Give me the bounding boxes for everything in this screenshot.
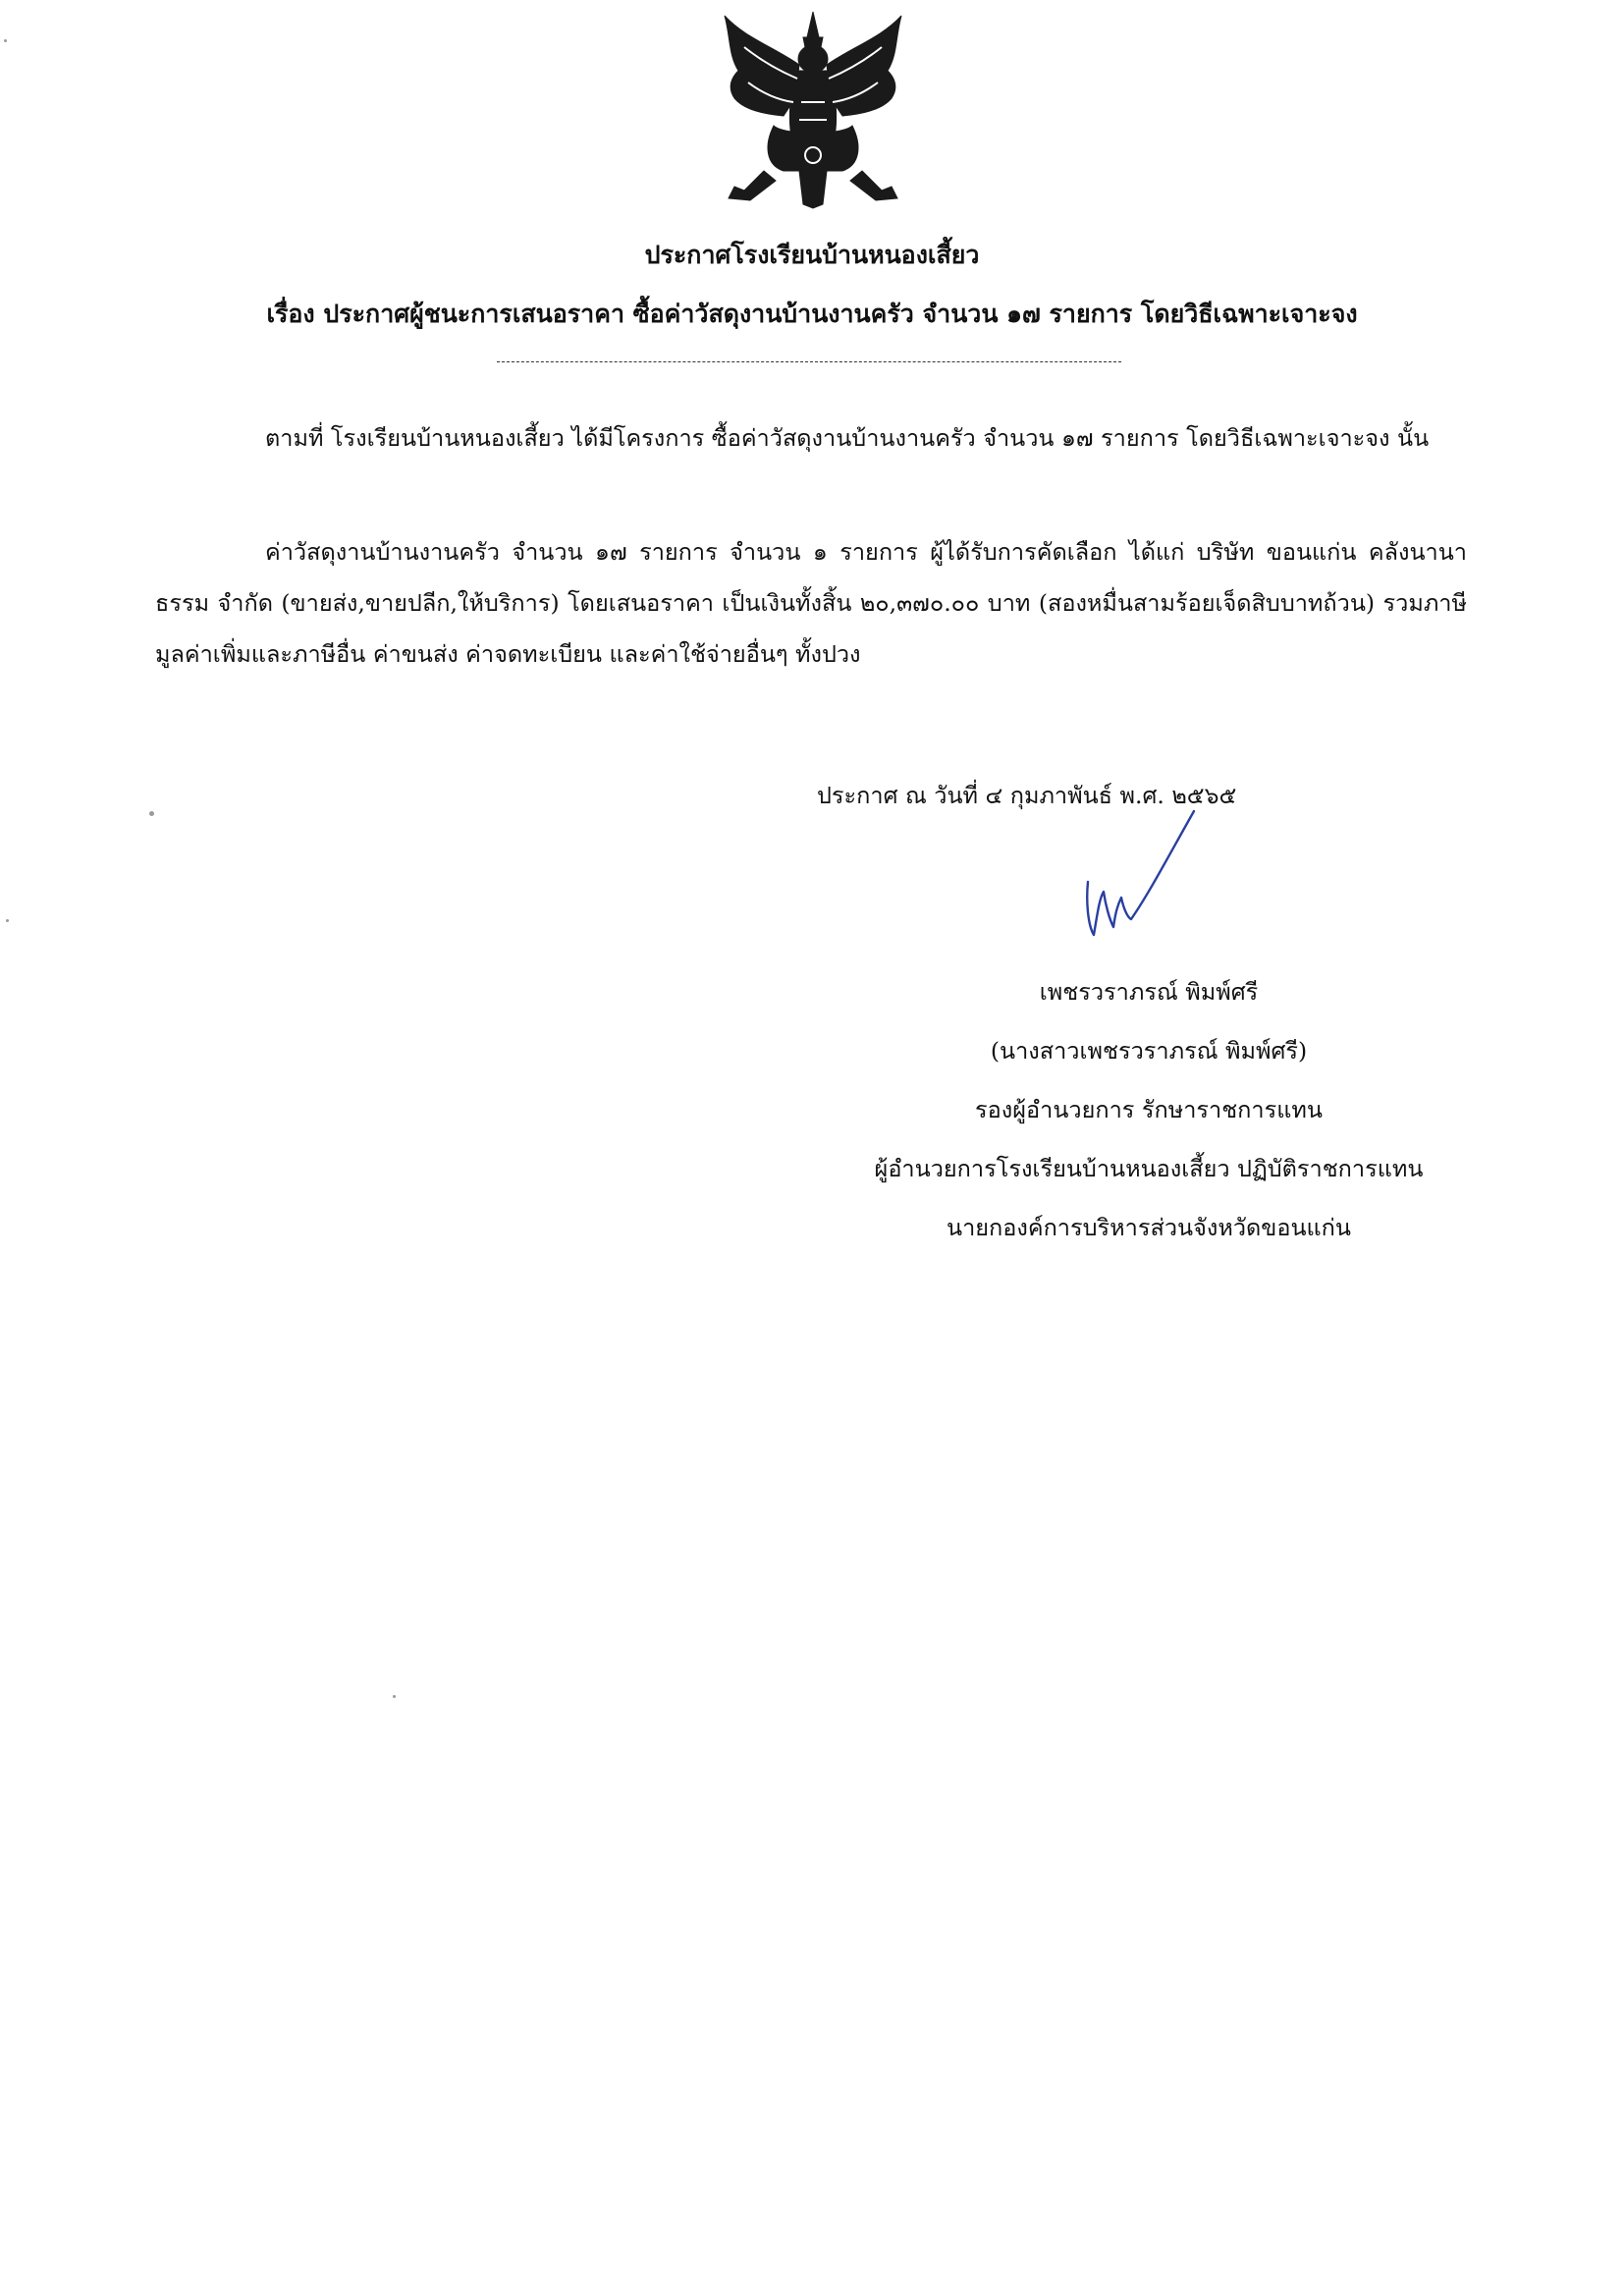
signer-position-1: รองผู้อำนวยการ รักษาราชการแทน — [975, 1096, 1323, 1123]
header-divider — [497, 361, 1121, 362]
scan-speck — [393, 1695, 396, 1698]
announcement-subject: เรื่อง ประกาศผู้ชนะการเสนอราคา ซื้อค่าวัสดุงานบ้านงานครัว จำนวน ๑๗ รายการ โดยวิธีเฉพาะเจาะจง — [266, 300, 1358, 328]
announcement-date: ประกาศ ณ วันที่ ๔ กุมภาพันธ์ พ.ศ. ๒๕๖๕ — [817, 782, 1237, 809]
scan-speck — [4, 39, 7, 42]
paragraph-2-text: ค่าวัสดุงานบ้านงานครัว จำนวน ๑๗ รายการ จำนวน ๑ รายการ ผู้ได้รับการคัดเลือก ได้แก่ บริษัท ขอนแก่น คลังนานาธรรม จำกัด (ขายส่ง,ขายปลีก,ให้บริการ) โดยเสนอราคา เป็นเงินทั้งสิ้น ๒๐,๓๗๐.๐๐ บาท (สองหมื่นสามร้อยเจ็ดสิบบาทถ้วน) รวมภาษีมูลค่าเพิ่มและภาษีอื่น ค่าขนส่ง ค่าจดทะเบียน และค่าใช้จ่ายอื่นๆ ทั้งปวง — [155, 538, 1467, 668]
full-name: (นางสาวเพชรวราภรณ์ พิมพ์ศรี) — [990, 1037, 1308, 1065]
body-paragraph-2 — [155, 526, 1467, 680]
signer-position-3: นายกองค์การบริหารส่วนจังหวัดขอนแก่น — [947, 1214, 1351, 1241]
signature-block — [805, 962, 1492, 1257]
garuda-emblem-icon — [705, 8, 921, 209]
handwritten-signature-icon — [1072, 803, 1200, 951]
announcement-title: ประกาศโรงเรียนบ้านหนองเสี้ยว — [644, 241, 980, 269]
scan-speck — [149, 811, 154, 816]
body-paragraph-1 — [155, 412, 1467, 464]
paragraph-1-text: ตามที่ โรงเรียนบ้านหนองเสี้ยว ได้มีโครงการ ซื้อค่าวัสดุงานบ้านงานครัว จำนวน ๑๗ รายการ โดยวิธีเฉพาะเจาะจง นั้น — [265, 424, 1430, 452]
signed-name: เพชรวราภรณ์ พิมพ์ศรี — [1039, 978, 1259, 1006]
scan-speck — [6, 919, 9, 922]
signer-position-2: ผู้อำนวยการโรงเรียนบ้านหนองเสี้ยว ปฏิบัติราชการแทน — [874, 1155, 1424, 1182]
